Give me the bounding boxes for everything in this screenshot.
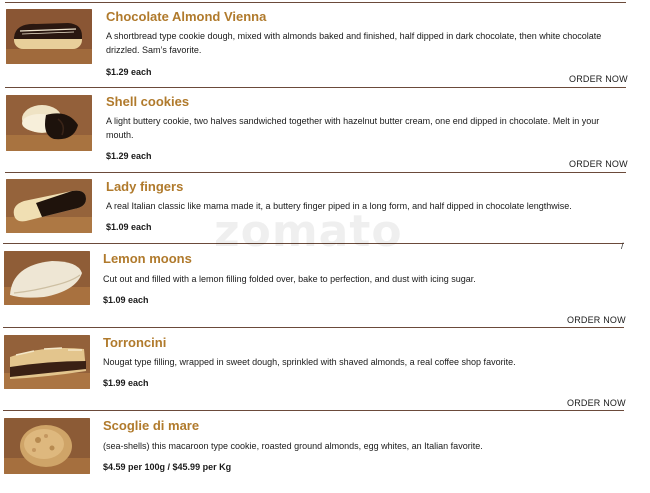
item-description: A real Italian classic like mama made it, a buttery finger piped in a long form, and half dipped in chocolate lengthwise. bbox=[106, 201, 572, 211]
order-now-button[interactable]: ORDER NOW bbox=[567, 398, 626, 408]
cookie-image-torroncini bbox=[4, 335, 90, 389]
item-price: $1.09 each bbox=[103, 295, 149, 305]
item-title: Chocolate Almond Vienna bbox=[106, 9, 267, 24]
item-description: A shortbread type cookie dough, mixed with almonds baked and finished, half dipped in dark chocolate, then white chocolate drizzled. Sam’s favorite. bbox=[106, 31, 602, 55]
order-now-button[interactable]: ORDER NOW bbox=[567, 315, 626, 325]
order-now-button[interactable]: ORDER NOW bbox=[569, 74, 628, 84]
cookie-image-lemon-moons bbox=[4, 251, 90, 305]
item-description: (sea-shells) this macaroon type cookie, roasted ground almonds, egg whites, an Italian favorite. bbox=[103, 441, 483, 451]
cookie-image-lady-fingers bbox=[6, 179, 92, 233]
item-title: Lady fingers bbox=[106, 179, 184, 194]
item-title: Shell cookies bbox=[106, 94, 190, 109]
divider-tick: / bbox=[621, 241, 624, 251]
item-price: $1.99 each bbox=[103, 378, 149, 388]
item-price: $1.29 each bbox=[106, 67, 152, 77]
divider bbox=[5, 172, 626, 173]
item-price: $1.29 each bbox=[106, 151, 152, 161]
cookie-image-chocolate-almond-vienna bbox=[6, 9, 92, 64]
item-price: $4.59 per 100g / $45.99 per Kg bbox=[103, 462, 232, 472]
item-title: Lemon moons bbox=[103, 251, 192, 266]
watermark: zomato bbox=[214, 206, 403, 257]
divider bbox=[3, 327, 624, 328]
item-title: Torroncini bbox=[103, 335, 167, 350]
cookie-image-shell-cookies bbox=[6, 95, 92, 151]
divider bbox=[5, 87, 626, 88]
item-description: Nougat type filling, wrapped in sweet dough, sprinkled with shaved almonds, a real coffee shop favorite. bbox=[103, 357, 516, 367]
order-now-button[interactable]: ORDER NOW bbox=[569, 159, 628, 169]
divider bbox=[3, 410, 624, 411]
item-description: Cut out and filled with a lemon filling folded over, bake to perfection, and dust with icing sugar. bbox=[103, 274, 476, 284]
item-description: A light buttery cookie, two halves sandwiched together with hazelnut butter cream, one end dipped in chocolate. Melt in your mouth. bbox=[106, 116, 600, 140]
cookie-image-scoglie-di-mare bbox=[4, 418, 90, 474]
item-title: Scoglie di mare bbox=[103, 418, 200, 433]
divider bbox=[5, 2, 626, 3]
item-price: $1.09 each bbox=[106, 222, 152, 232]
